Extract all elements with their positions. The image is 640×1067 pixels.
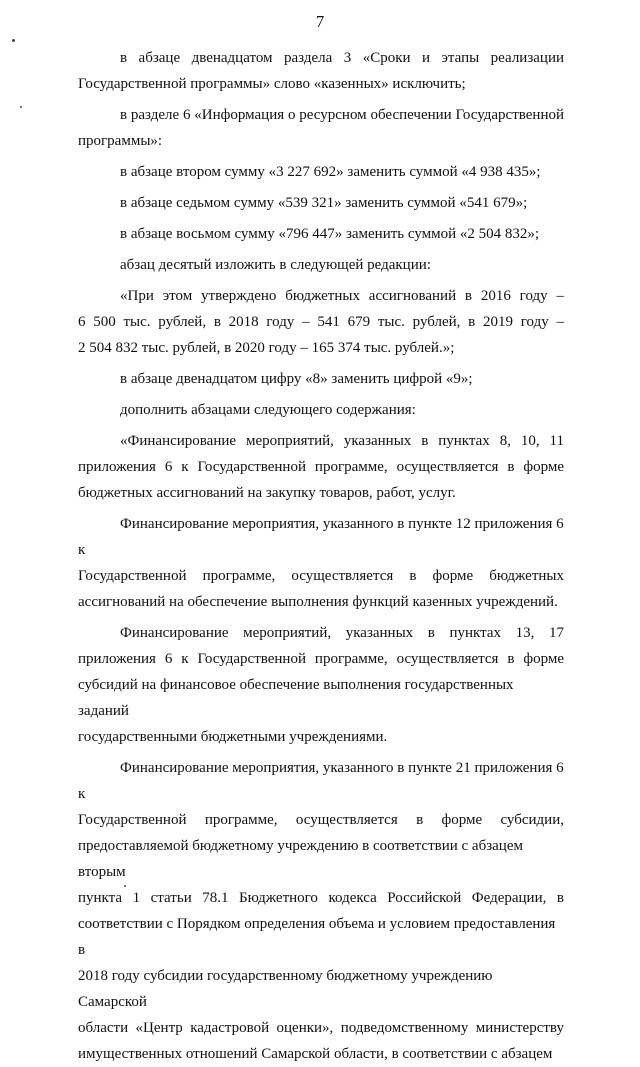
paragraph xyxy=(78,283,564,361)
text-line: Государственной программе, осуществляется в форме субсидии, xyxy=(78,812,564,828)
scan-speck xyxy=(20,106,22,108)
text-line: Финансирование мероприятия, указанного в пункте 12 приложения 6 к xyxy=(78,516,564,558)
text-line: в абзаце седьмом сумму «539 321» заменить суммой «541 679»; xyxy=(120,195,528,211)
paragraph xyxy=(78,620,564,750)
text-line: соответствии с Порядком определения объема и условием предоставления в xyxy=(78,916,556,958)
text-line: государственными бюджетными учреждениями. xyxy=(78,729,388,745)
text-line: в абзаце восьмом сумму «796 447» заменить суммой «2 504 832»; xyxy=(120,226,540,242)
text-line: бюджетных ассигнований на закупку товаров, работ, услуг. xyxy=(78,485,456,501)
scan-speck xyxy=(12,39,15,42)
paragraph xyxy=(78,190,564,216)
text-line: в абзаце двенадцатом раздела 3 «Сроки и этапы реализации xyxy=(120,50,564,66)
paragraph xyxy=(78,397,564,423)
text-line: 2 504 832 тыс. рублей, в 2020 году – 165 374 тыс. рублей.»; xyxy=(78,340,455,356)
text-line: 2018 году субсидии государственному бюджетному учреждению Самарской xyxy=(78,968,493,1010)
text-line: приложения 6 к Государственной программе, осуществляется в форме xyxy=(78,459,564,475)
page-number: 7 xyxy=(315,12,325,31)
text-line: Государственной программы» слово «казенных» исключить; xyxy=(78,76,466,92)
text-line: дополнить абзацами следующего содержания: xyxy=(120,402,416,418)
text-line: «Финансирование мероприятий, указанных в пунктах 8, 10, 11 xyxy=(120,433,564,449)
text-line: субсидий на финансовое обеспечение выполнения государственных заданий xyxy=(78,677,514,719)
text-line: ассигнований на обеспечение выполнения функций казенных учреждений. xyxy=(78,594,558,610)
text-line: программы»: xyxy=(78,133,163,149)
paragraph xyxy=(78,428,564,506)
text-line: в абзаце втором сумму «3 227 692» заменить суммой «4 938 435»; xyxy=(120,164,541,180)
document-body xyxy=(78,45,564,1067)
text-line: в разделе 6 «Информация о ресурсном обеспечении Государственной xyxy=(120,107,564,123)
paragraph xyxy=(78,366,564,392)
text-line: Финансирование мероприятий, указанных в пунктах 13, 17 xyxy=(120,625,564,641)
paragraph xyxy=(78,159,564,185)
text-line: предоставляемой бюджетному учреждению в соответствии с абзацем вторым xyxy=(78,838,523,880)
text-line: Государственной программе, осуществляется в форме бюджетных xyxy=(78,568,564,584)
paragraph xyxy=(78,102,564,154)
paragraph xyxy=(78,252,564,278)
paragraph xyxy=(78,221,564,247)
text-line: имущественных отношений Самарской области, в соответствии с абзацем xyxy=(78,1046,553,1062)
text-line: пункта 1 статьи 78.1 Бюджетного кодекса Российской Федерации, в xyxy=(78,890,564,906)
text-line: приложения 6 к Государственной программе, осуществляется в форме xyxy=(78,651,564,667)
text-line: области «Центр кадастровой оценки», подведомственному министерству xyxy=(78,1020,564,1036)
paragraph xyxy=(78,511,564,615)
paragraph xyxy=(78,755,564,1067)
text-line: 6 500 тыс. рублей, в 2018 году – 541 679 тыс. рублей, в 2019 году – xyxy=(78,314,564,330)
text-line: в абзаце двенадцатом цифру «8» заменить цифрой «9»; xyxy=(120,371,473,387)
paragraph xyxy=(78,45,564,97)
text-line: абзац десятый изложить в следующей редакции: xyxy=(120,257,431,273)
text-line: «При этом утверждено бюджетных ассигнований в 2016 году – xyxy=(120,288,564,304)
text-line: Финансирование мероприятия, указанного в пункте 21 приложения 6 к xyxy=(78,760,564,802)
